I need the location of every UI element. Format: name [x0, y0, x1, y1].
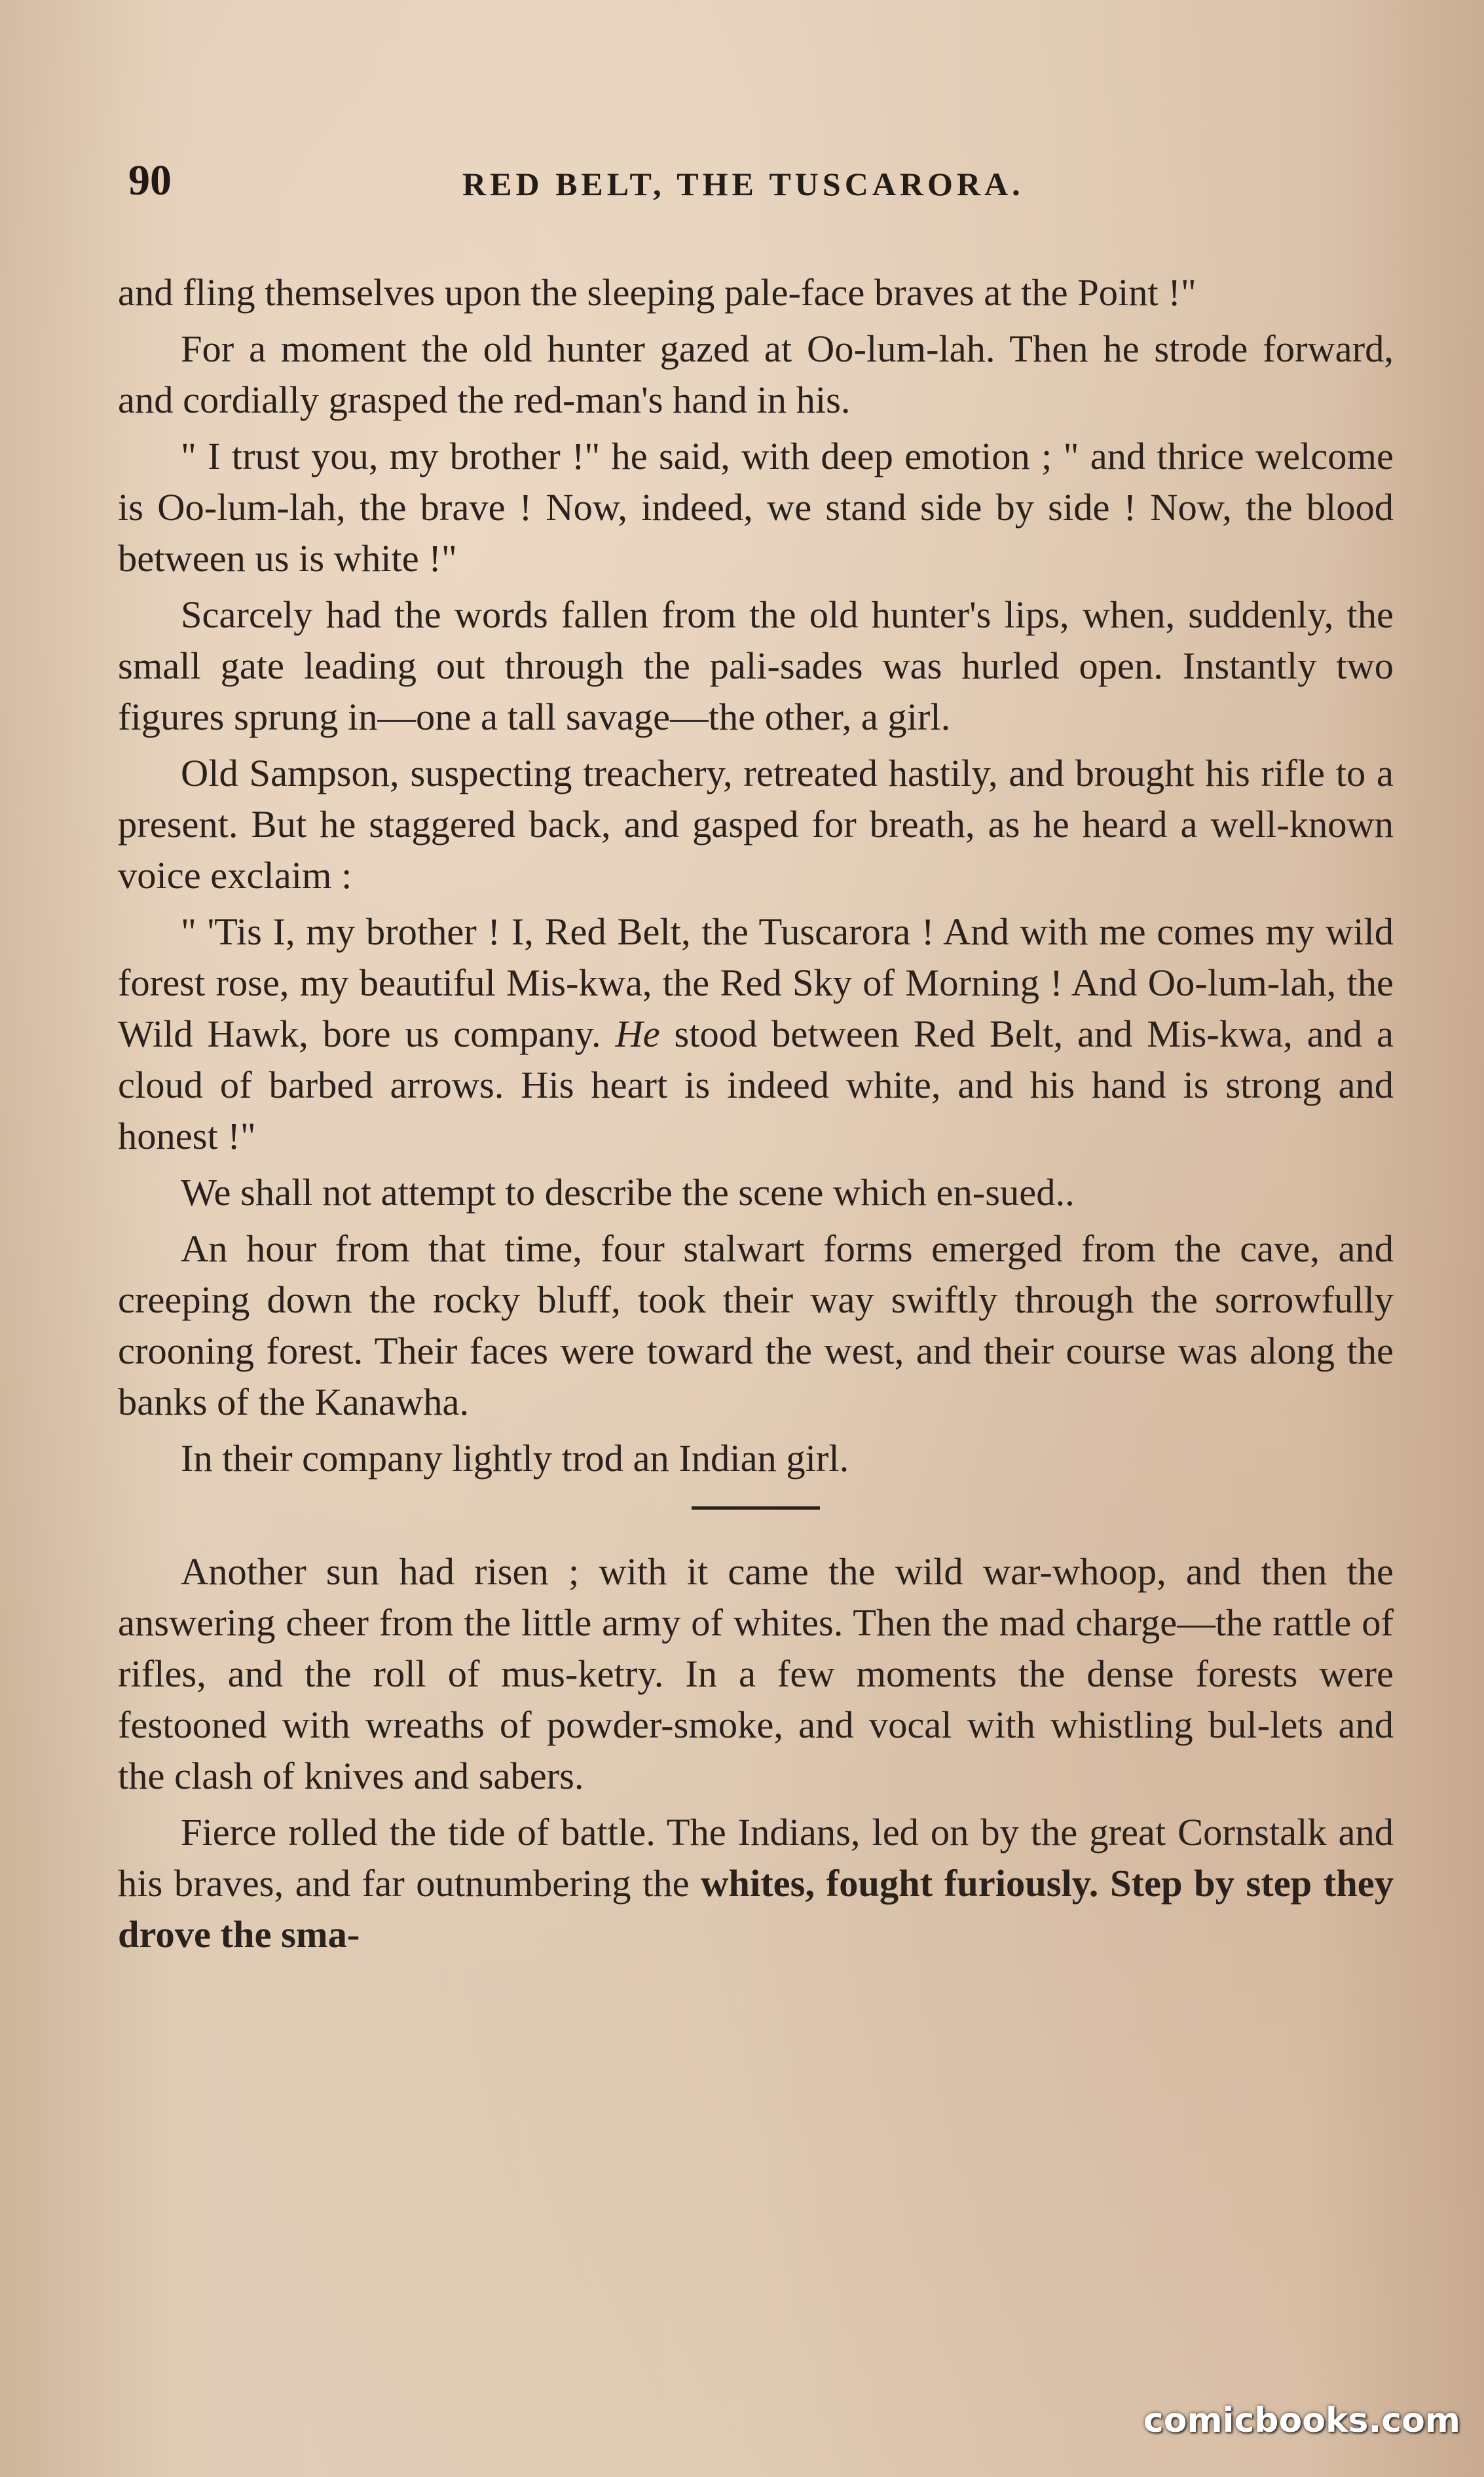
paragraph-7: We shall not attempt to describe the scene which en-sued..	[181, 1171, 1075, 1214]
paragraph-2: For a moment the old hunter gazed at Oo-lum-lah. Then he strode forward, and cordially grasped the red-man's hand in his.	[118, 327, 1394, 421]
section-divider	[692, 1506, 820, 1510]
paragraph-6-emphasis: He	[615, 1013, 660, 1055]
running-title: RED BELT, THE TUSCARORA.	[462, 166, 1024, 202]
paragraph-6	[118, 906, 1394, 1162]
paragraph-10: Another sun had risen ; with it came the wild war-whoop, and then the answering cheer from the little army of whites. Then the mad charge—the rattle of rifles, and the roll of mus-ketry. In a few moments the dense forests were festooned with wreaths of powder-smoke, and vocal with whistling bul-lets and the clash of knives and sabers.	[118, 1550, 1394, 1797]
paragraph-11	[118, 1807, 1394, 1960]
paragraph-8: An hour from that time, four stalwart forms emerged from the cave, and creeping down the rocky bluff, took their way swiftly through the sorrowfully crooning forest. Their faces were toward the west, and their course was along the banks of the Kanawha.	[118, 1227, 1394, 1423]
paragraph-11-bold-tail: whites, fought furiously. Step by step they drove the sma-	[118, 1862, 1394, 1956]
paragraph-4: Scarcely had the words fallen from the old hunter's lips, when, suddenly, the small gate leading out through the pali-sades was hurled open. Instantly two figures sprung in—one a tall savage—the other, a girl.	[118, 593, 1394, 738]
paragraph-9: In their company lightly trod an Indian girl.	[181, 1437, 849, 1480]
body-text	[118, 267, 1394, 1965]
paragraph-3: " I trust you, my brother !" he said, with deep emotion ; " and thrice welcome is Oo-lum-lah, the brave ! Now, indeed, we stand side by side ! Now, the blood between us is white !"	[118, 435, 1394, 580]
watermark-logo: comicbooks.com	[1143, 2401, 1460, 2440]
page-number: 90	[128, 157, 172, 204]
paragraph-6-end: stood between Red Belt, and Mis-kwa, and a cloud of barbed arrows. His heart is indeed white, and his hand is strong and honest !"	[118, 1013, 1394, 1157]
paragraph-1: and fling themselves upon the sleeping pale-face braves at the Point !"	[118, 271, 1196, 314]
paragraph-5: Old Sampson, suspecting treachery, retreated hastily, and brought his rifle to a present. But he staggered back, and gasped for breath, as he heard a well-known voice exclaim :	[118, 752, 1394, 897]
running-head	[128, 156, 1403, 215]
paragraph-6-start: " 'Tis I, my brother ! I, Red Belt, the Tuscarora ! And with me comes my wild forest rose, my beautiful Mis-kwa, the Red Sky of Morning ! And Oo-lum-lah, the Wild Hawk, bore us company.	[118, 910, 1394, 1055]
paragraph-11-text: Fierce rolled the tide of battle. The Indians, led on by the great Cornstalk and his braves, and far outnumbering the	[118, 1811, 1394, 1905]
